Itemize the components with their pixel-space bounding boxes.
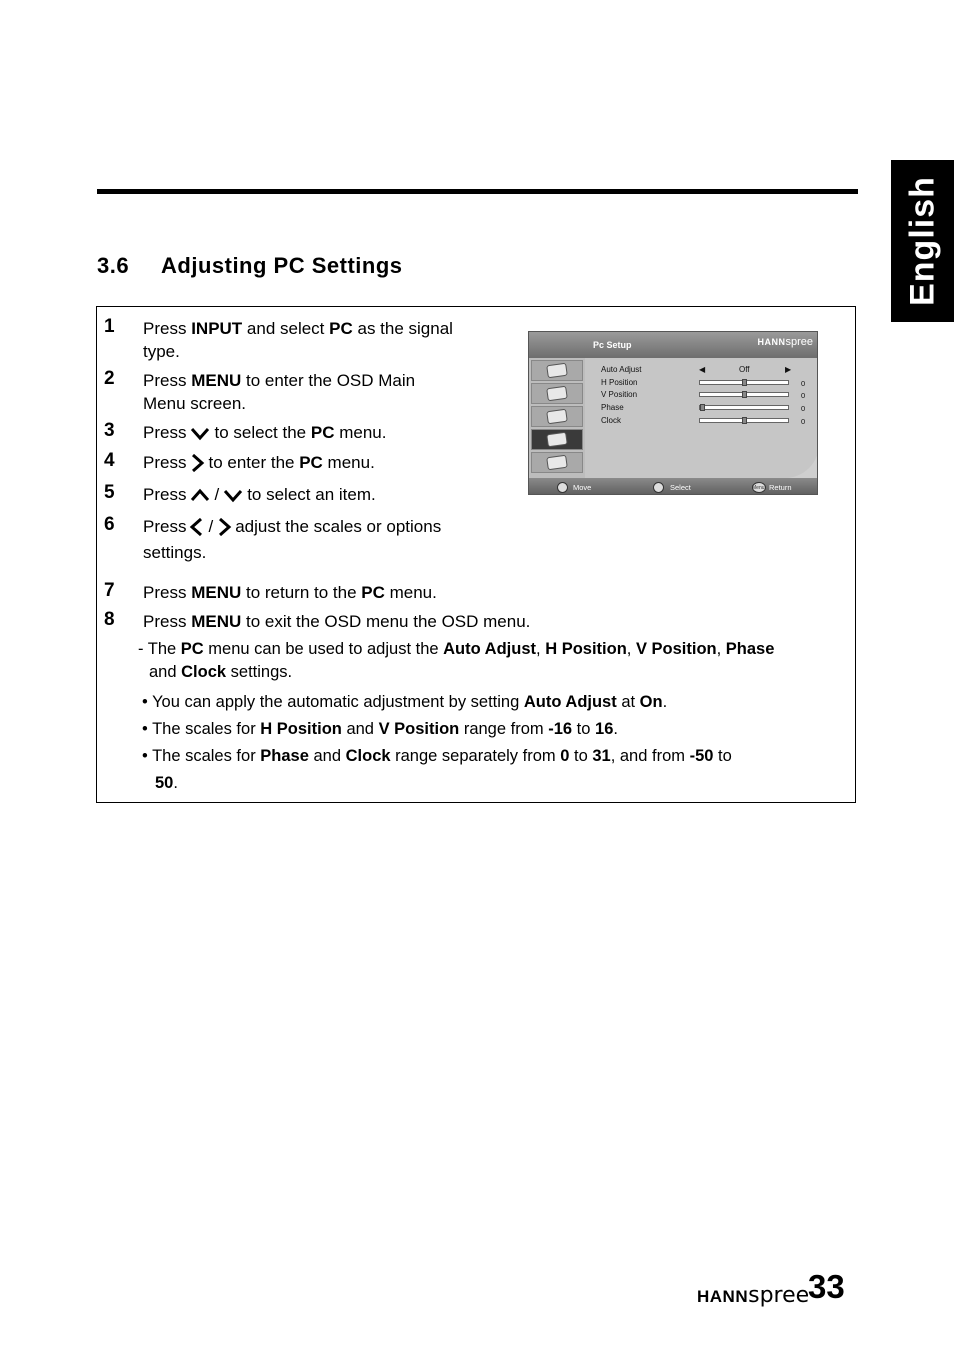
section-title: [97, 253, 403, 279]
osd-arrow-right-icon: ▶: [785, 365, 792, 374]
osd-arrow-left-icon: ◀: [699, 365, 706, 374]
osd-slider-clock: [699, 418, 789, 423]
osd-title: Pc Setup: [593, 340, 632, 350]
osd-footer-select: Select: [670, 483, 691, 492]
section-heading: Adjusting PC Settings: [161, 253, 403, 278]
osd-footer: [529, 478, 818, 495]
osd-menu-icon-setup: [531, 452, 583, 473]
section-number: 3.6: [97, 253, 130, 278]
step-text: Press / adjust the scales or options: [143, 517, 442, 536]
osd-brand-logo: HANNspree: [757, 336, 813, 348]
osd-footer-return: Return: [769, 483, 792, 492]
osd-header: [529, 332, 818, 358]
chevron-down-icon: [189, 423, 211, 443]
osd-row-value: 0: [801, 391, 806, 400]
top-rule: [97, 189, 858, 194]
step-number: 8: [104, 609, 115, 630]
language-tab: [891, 160, 954, 322]
step-number: 3: [104, 420, 115, 441]
step-text: Press to enter the PC menu.: [143, 453, 375, 472]
note-bullet-phase-clock-range-cont: 50.: [155, 774, 178, 792]
osd-row-value: 0: [801, 379, 806, 388]
chevron-down-icon: [222, 485, 244, 505]
osd-sidebar: [529, 358, 585, 478]
osd-menu-icon-audio: [531, 383, 583, 404]
osd-menu-icon-tv: [531, 406, 583, 427]
osd-slider-knob: [742, 391, 747, 398]
move-button-icon: [557, 482, 568, 493]
osd-screenshot: [528, 331, 818, 495]
note-pc-menu: - The PC menu can be used to adjust the Auto Adjust, H Position, V Position, Phase: [138, 640, 775, 658]
osd-slider-v-position: [699, 392, 789, 397]
osd-row-value: 0: [801, 417, 806, 426]
step-text: Press MENU to exit the OSD menu the OSD menu.: [143, 612, 531, 631]
osd-slider-knob: [742, 379, 747, 386]
osd-footer-menu-btn: Menu: [752, 485, 765, 491]
osd-slider-phase: [699, 405, 789, 410]
osd-menu-icon-pc: [531, 429, 583, 450]
osd-row-label: H Position: [601, 378, 638, 387]
language-tab-label: English: [903, 176, 941, 306]
chevron-up-icon: [189, 485, 211, 505]
step-text-cont: type.: [143, 342, 180, 361]
osd-row-label: Auto Adjust: [601, 365, 642, 374]
step-text-cont: Menu screen.: [143, 394, 246, 413]
step-number: 7: [104, 580, 115, 601]
step-text: Press MENU to enter the OSD Main: [143, 371, 416, 390]
osd-slider-knob: [700, 404, 705, 411]
osd-menu-icon-picture: [531, 360, 583, 381]
chevron-left-icon: [189, 517, 205, 537]
step-text: Press / to select an item.: [143, 485, 376, 504]
select-button-icon: [653, 482, 664, 493]
osd-row-label: Phase: [601, 403, 624, 412]
osd-row-label: Clock: [601, 416, 622, 425]
footer-brand-logo: HANNspree: [697, 1283, 810, 1308]
osd-slider-knob: [742, 417, 747, 424]
step-text: Press INPUT and select PC as the signal: [143, 319, 453, 338]
note-bullet-phase-clock-range: • The scales for Phase and Clock range separately from 0 to 31, and from -50 to: [142, 747, 732, 765]
step-number: 1: [104, 316, 115, 337]
osd-row-label: V Position: [601, 390, 638, 399]
osd-row-value: 0: [801, 404, 806, 413]
step-number: 5: [104, 482, 115, 503]
osd-footer-move: Move: [573, 483, 592, 492]
page-number: 33: [808, 1268, 845, 1305]
step-text: Press to select the PC menu.: [143, 423, 387, 442]
chevron-right-icon: [189, 453, 205, 473]
note-bullet-position-range: • The scales for H Position and V Position range from -16 to 16.: [142, 720, 618, 738]
note-bullet-auto-adjust: • You can apply the automatic adjustment by setting Auto Adjust at On.: [142, 693, 668, 711]
osd-slider-h-position: [699, 380, 789, 385]
chevron-right-icon: [216, 517, 232, 537]
step-text: Press MENU to return to the PC menu.: [143, 583, 437, 602]
step-number: 6: [104, 514, 115, 535]
step-number: 2: [104, 368, 115, 389]
step-text-cont: settings.: [143, 543, 207, 562]
osd-row-value: Off: [739, 365, 750, 374]
step-number: 4: [104, 450, 115, 471]
note-pc-menu-cont: and Clock settings.: [149, 663, 293, 681]
